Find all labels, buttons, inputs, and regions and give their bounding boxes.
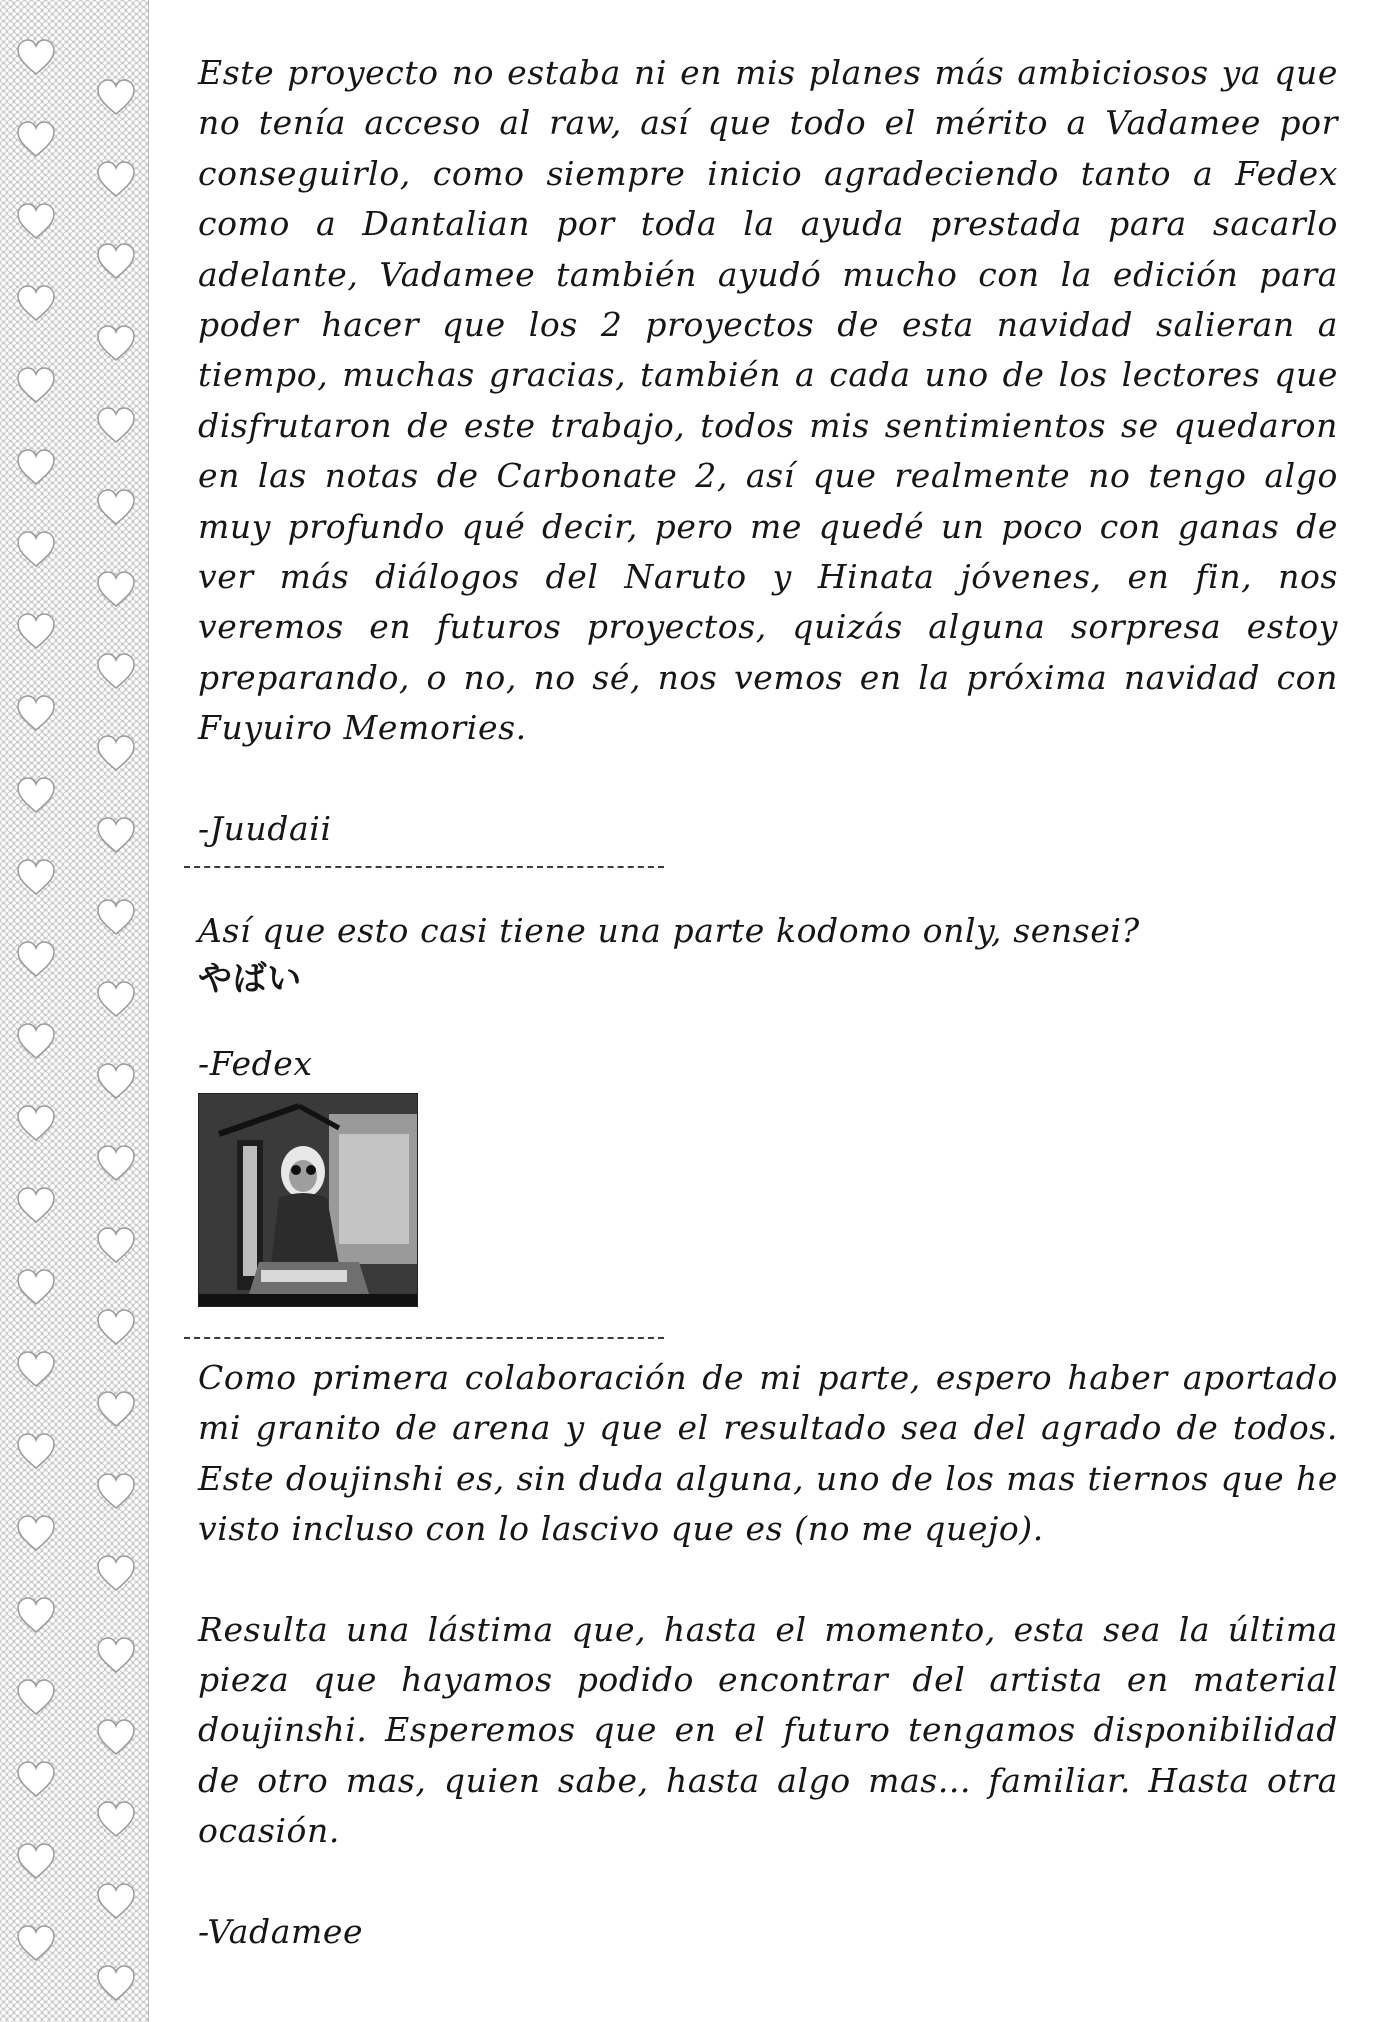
heart-icon (14, 528, 58, 572)
heart-icon (14, 364, 58, 408)
reaction-photo-icon (198, 1093, 418, 1307)
heart-icon (94, 322, 138, 366)
heart-icon (94, 1470, 138, 1514)
heart-icon (14, 692, 58, 736)
notes-content (198, 48, 1338, 1957)
heart-icon (14, 1266, 58, 1310)
heart-icon (94, 1388, 138, 1432)
heart-icon (94, 240, 138, 284)
heart-icon (94, 1060, 138, 1104)
heart-icon (14, 1676, 58, 1720)
heart-icon (94, 814, 138, 858)
heart-icon (94, 1716, 138, 1760)
heart-icon (14, 118, 58, 162)
heart-icon (14, 1512, 58, 1556)
heart-icon (14, 1840, 58, 1884)
heart-icon (14, 856, 58, 900)
heart-icon (14, 774, 58, 818)
fedex-note: Así que esto casi tiene una parte kodomo only, sensei? (198, 911, 1140, 951)
heart-icon (94, 1962, 138, 2006)
juudaii-signature: -Juudaii (198, 808, 332, 848)
heart-icon (14, 1430, 58, 1474)
heart-column-right (86, 0, 146, 2022)
heart-icon (14, 200, 58, 244)
heart-icon (94, 1552, 138, 1596)
decorative-border (0, 0, 149, 2022)
heart-icon (14, 282, 58, 326)
heart-icon (94, 978, 138, 1022)
heart-icon (14, 1594, 58, 1638)
heart-icon (14, 938, 58, 982)
heart-icon (14, 1102, 58, 1146)
heart-icon (94, 486, 138, 530)
vadamee-signature: -Vadamee (198, 1911, 364, 1951)
heart-icon (14, 1758, 58, 1802)
heart-icon (94, 732, 138, 776)
heart-icon (94, 1634, 138, 1678)
heart-icon (94, 76, 138, 120)
heart-icon (94, 1798, 138, 1842)
heart-icon (94, 1306, 138, 1350)
vadamee-note-1: Como primera colaboración de mi parte, espero haber aportado mi granito de arena y que el resultado sea del agrado de todos. Este doujinshi es, sin duda alguna, uno de los mas tiernos que he visto incluso con lo lascivo que es (no me quejo). (198, 1357, 1338, 1549)
juudaii-note: Este proyecto no estaba ni en mis planes más ambiciosos ya que no tenía acceso al raw, así que todo el mérito a Vadamee por conseguirlo, como siempre inicio agradeciendo tanto a Fedex como a Dantalian por toda la ayuda prestada para sacarlo adelante, Vadamee también ayudó mucho con la edición para poder hacer que los 2 proyectos de esta navidad salieran a tiempo, muchas gracias, también a cada uno de los lectores que disfrutaron de este trabajo, todos mis sentimientos se quedaron en las notas de Carbonate 2, así que realmente no tengo algo muy profundo qué decir, pero me quedé un poco con ganas de ver más diálogos del Naruto y Hinata jóvenes, en fin, nos veremos en futuros proyectos, quizás alguna sorpresa estoy preparando, o no, no sé, nos vemos en la próxima navidad con Fuyuiro Memories. (198, 53, 1338, 748)
heart-icon (14, 1184, 58, 1228)
heart-icon (14, 36, 58, 80)
heart-icon (94, 158, 138, 202)
heart-icon (94, 650, 138, 694)
heart-icon (14, 610, 58, 654)
heart-icon (14, 1020, 58, 1064)
fedex-japanese-text: やばい (198, 958, 302, 999)
heart-icon (94, 404, 138, 448)
heart-icon (14, 446, 58, 490)
heart-icon (94, 568, 138, 612)
heart-icon (94, 1142, 138, 1186)
heart-column-left (6, 0, 66, 2022)
heart-icon (14, 1348, 58, 1392)
heart-icon (94, 896, 138, 940)
heart-icon (14, 1922, 58, 1966)
vadamee-note-2: Resulta una lástima que, hasta el momento, esta sea la última pieza que hayamos podido encontrar del artista en material doujinshi. Esperemos que en el futuro tengamos disponibilidad de otro mas, quien sabe, hasta algo mas... familiar. Hasta otra ocasión. (198, 1609, 1338, 1851)
heart-icon (94, 1880, 138, 1924)
heart-icon (94, 1224, 138, 1268)
fedex-signature: -Fedex (198, 1043, 313, 1083)
